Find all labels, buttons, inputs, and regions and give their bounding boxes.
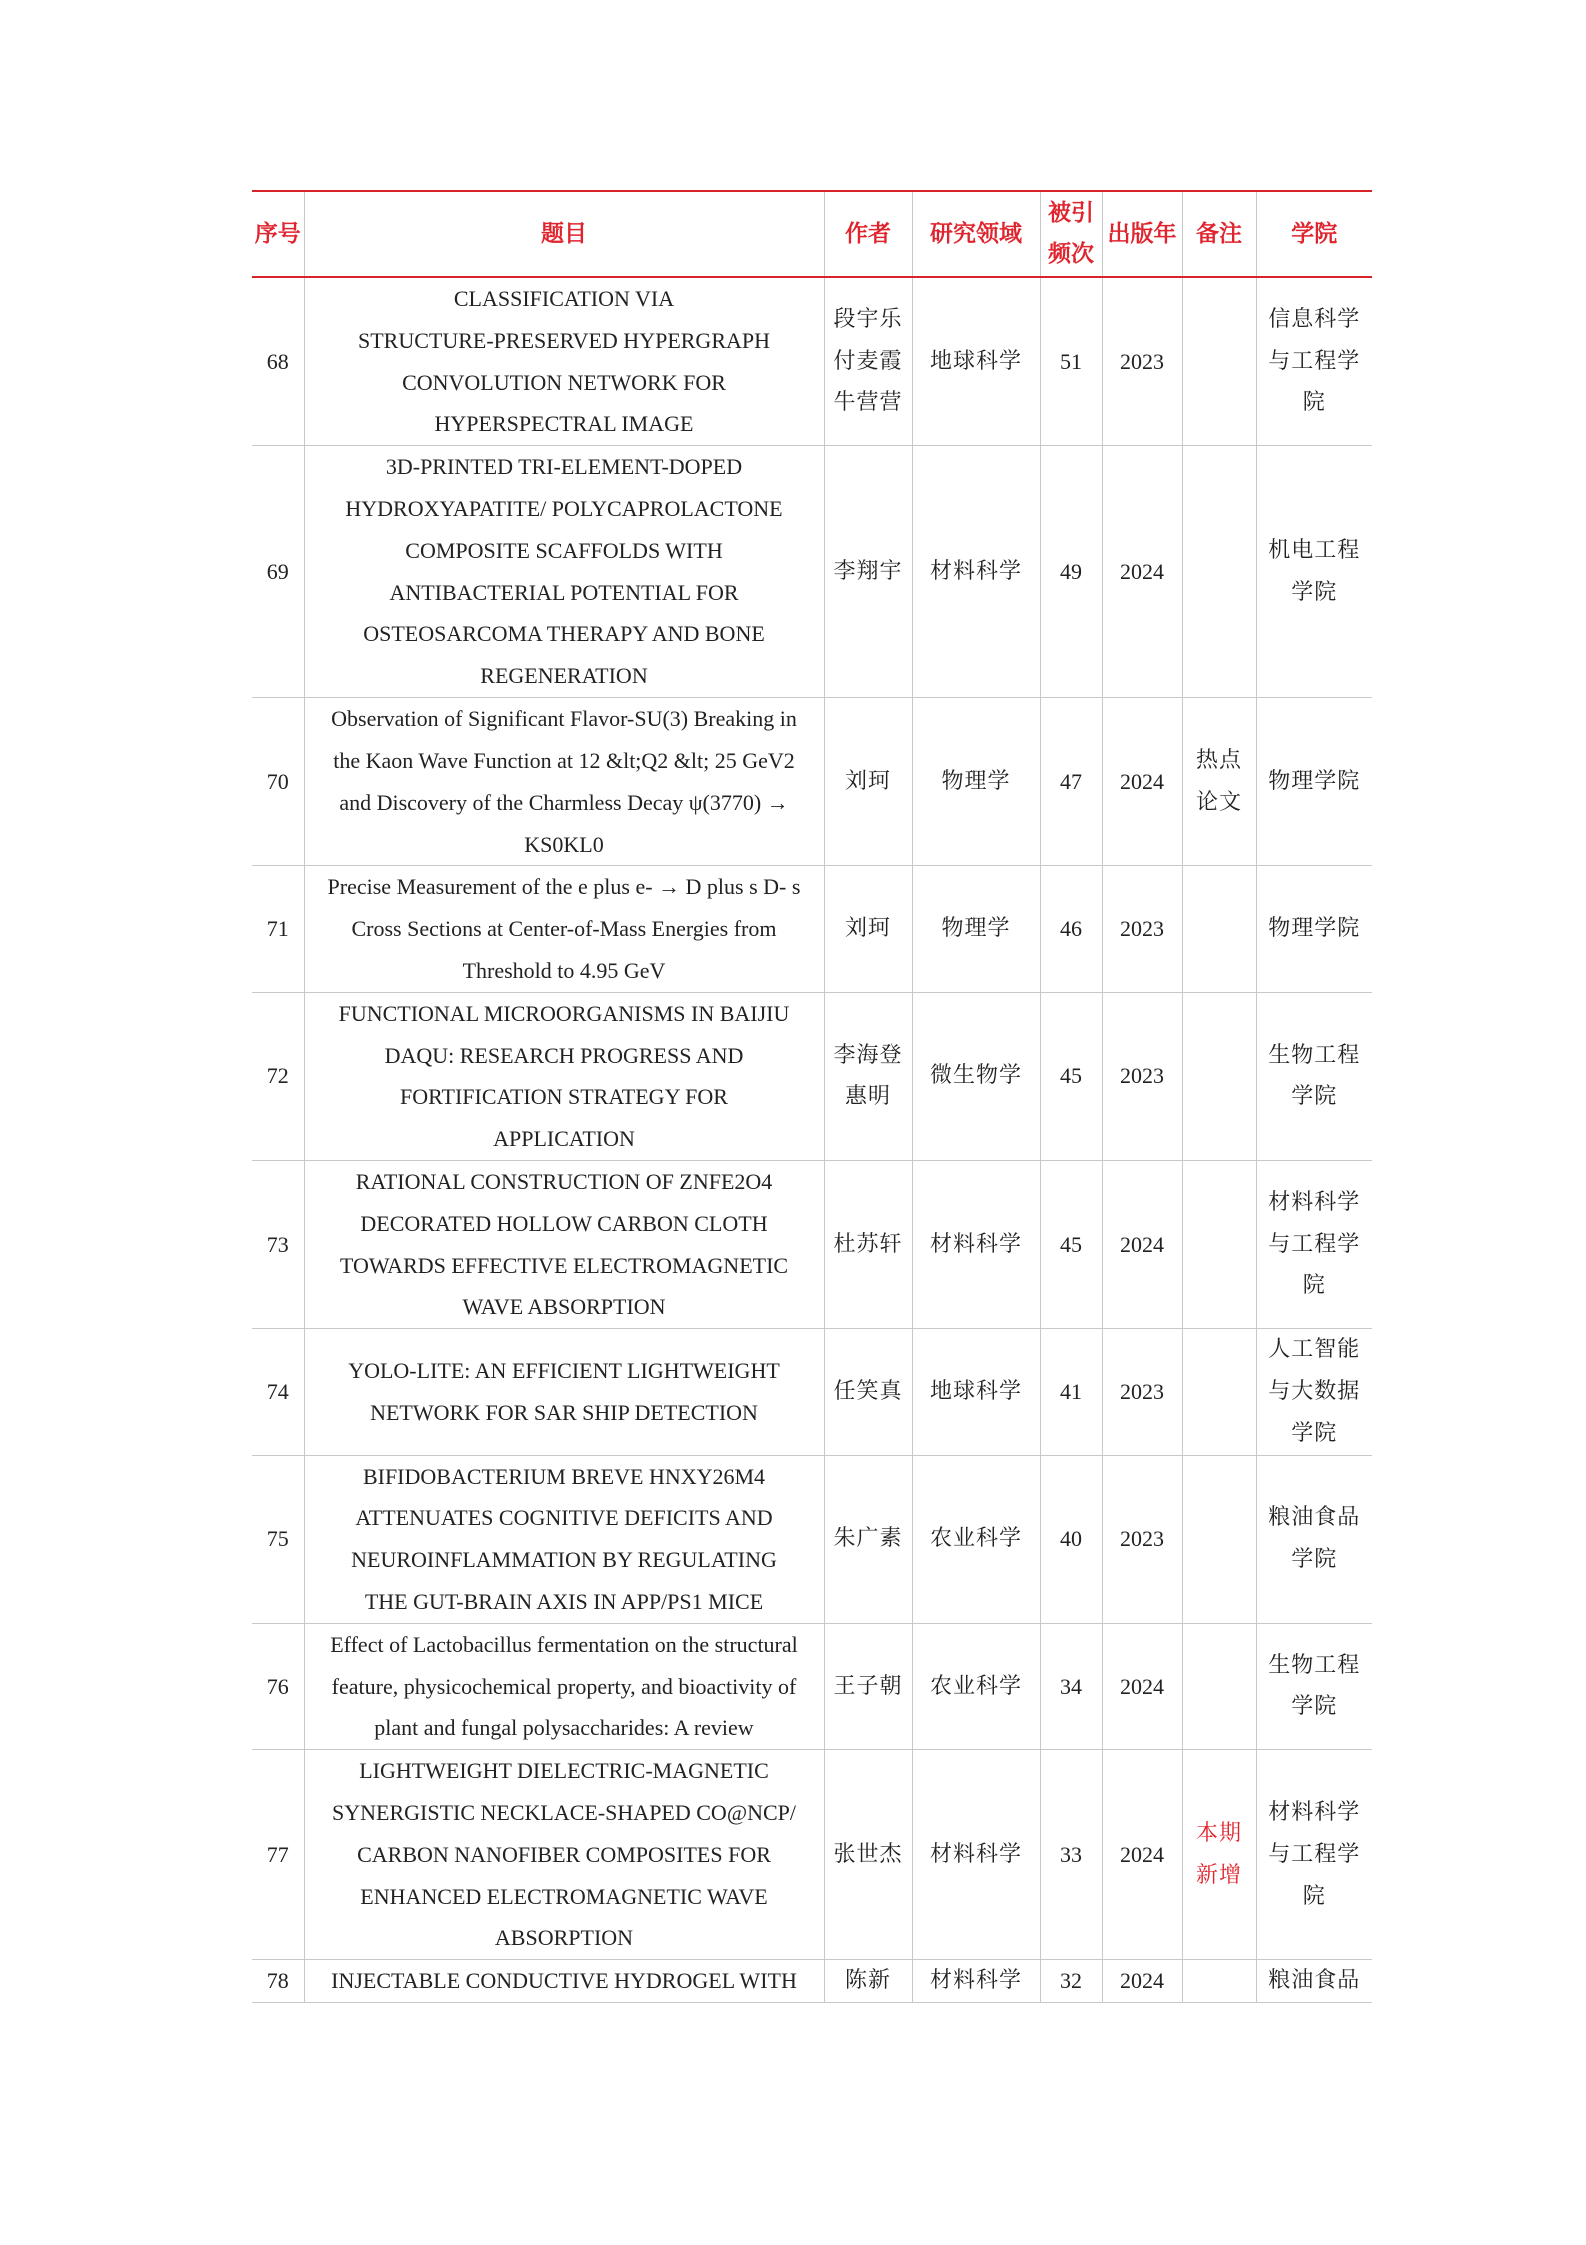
cell-author: 刘珂 [824,698,912,866]
cell-index: 74 [252,1329,304,1455]
cell-title: Precise Measurement of the e plus e- → D plus s D- s Cross Sections at Center-of-Mass Energies from Threshold to 4.95 GeV [304,866,824,992]
cell-college: 机电工程 学院 [1256,446,1372,698]
cell-field: 地球科学 [912,277,1040,446]
cell-title: INJECTABLE CONDUCTIVE HYDROGEL WITH [304,1960,824,2003]
cell-field: 物理学 [912,866,1040,992]
cell-index: 77 [252,1750,304,1960]
cell-field: 材料科学 [912,1750,1040,1960]
papers-table [252,190,1372,2003]
cell-field: 地球科学 [912,1329,1040,1455]
cell-note [1182,866,1256,992]
cell-citations: 41 [1040,1329,1102,1455]
table-row [252,1623,1372,1749]
header-year: 出版年 [1102,191,1182,277]
header-field: 研究领域 [912,191,1040,277]
cell-author: 张世杰 [824,1750,912,1960]
cell-author: 朱广素 [824,1455,912,1623]
cell-citations: 34 [1040,1623,1102,1749]
cell-citations: 51 [1040,277,1102,446]
cell-year: 2023 [1102,866,1182,992]
cell-college: 粮油食品 [1256,1960,1372,2003]
header-note: 备注 [1182,191,1256,277]
cell-index: 78 [252,1960,304,2003]
table-row [252,1160,1372,1328]
cell-citations: 49 [1040,446,1102,698]
table-row [252,1455,1372,1623]
cell-index: 72 [252,992,304,1160]
cell-note [1182,1329,1256,1455]
cell-year: 2024 [1102,1623,1182,1749]
table-row [252,1750,1372,1960]
cell-title: CLASSIFICATION VIA STRUCTURE-PRESERVED HYPERGRAPH CONVOLUTION NETWORK FOR HYPERSPECTRAL IMAGE [304,277,824,446]
cell-author: 刘珂 [824,866,912,992]
cell-citations: 46 [1040,866,1102,992]
cell-author: 李海登 惠明 [824,992,912,1160]
cell-citations: 40 [1040,1455,1102,1623]
header-row [252,191,1372,277]
cell-title: FUNCTIONAL MICROORGANISMS IN BAIJIU DAQU: RESEARCH PROGRESS AND FORTIFICATION STRATEGY FOR APPLICATION [304,992,824,1160]
cell-citations: 47 [1040,698,1102,866]
cell-index: 71 [252,866,304,992]
cell-note [1182,277,1256,446]
cell-title: BIFIDOBACTERIUM BREVE HNXY26M4 ATTENUATES COGNITIVE DEFICITS AND NEUROINFLAMMATION BY REGULATING THE GUT-BRAIN AXIS IN APP/PS1 MICE [304,1455,824,1623]
cell-note [1182,992,1256,1160]
cell-field: 材料科学 [912,1960,1040,2003]
cell-author: 杜苏轩 [824,1160,912,1328]
cell-note [1182,1623,1256,1749]
cell-college: 信息科学 与工程学 院 [1256,277,1372,446]
cell-college: 人工智能 与大数据 学院 [1256,1329,1372,1455]
cell-index: 69 [252,446,304,698]
table-row [252,446,1372,698]
table-row [252,277,1372,446]
cell-citations: 45 [1040,992,1102,1160]
cell-index: 75 [252,1455,304,1623]
cell-college: 物理学院 [1256,698,1372,866]
cell-author: 王子朝 [824,1623,912,1749]
cell-field: 微生物学 [912,992,1040,1160]
cell-title: Observation of Significant Flavor-SU(3) Breaking in the Kaon Wave Function at 12 &lt;Q2 &lt; 25 GeV2 and Discovery of the Charmless Decay ψ(3770) → KS0KL0 [304,698,824,866]
cell-index: 73 [252,1160,304,1328]
cell-author: 任笑真 [824,1329,912,1455]
cell-note [1182,446,1256,698]
cell-college: 物理学院 [1256,866,1372,992]
cell-field: 材料科学 [912,446,1040,698]
cell-college: 材料科学 与工程学 院 [1256,1160,1372,1328]
cell-citations: 45 [1040,1160,1102,1328]
table-row [252,1960,1372,2003]
cell-citations: 33 [1040,1750,1102,1960]
cell-field: 材料科学 [912,1160,1040,1328]
cell-year: 2024 [1102,446,1182,698]
header-college: 学院 [1256,191,1372,277]
table-body [252,277,1372,2002]
cell-title: YOLO-LITE: AN EFFICIENT LIGHTWEIGHT NETWORK FOR SAR SHIP DETECTION [304,1329,824,1455]
cell-year: 2024 [1102,1750,1182,1960]
cell-note [1182,1960,1256,2003]
cell-note: 热点 论文 [1182,698,1256,866]
cell-year: 2024 [1102,698,1182,866]
cell-year: 2023 [1102,1455,1182,1623]
table-row [252,1329,1372,1455]
cell-title: Effect of Lactobacillus fermentation on the structural feature, physicochemical property, and bioactivity of plant and fungal polysaccharides: A review [304,1623,824,1749]
cell-note [1182,1455,1256,1623]
cell-title: 3D-PRINTED TRI-ELEMENT-DOPED HYDROXYAPATITE/ POLYCAPROLACTONE COMPOSITE SCAFFOLDS WITH ANTIBACTERIAL POTENTIAL FOR OSTEOSARCOMA THERAPY AND BONE REGENERATION [304,446,824,698]
cell-year: 2023 [1102,992,1182,1160]
cell-author: 陈新 [824,1960,912,2003]
table-row [252,698,1372,866]
header-index: 序号 [252,191,304,277]
cell-year: 2023 [1102,1329,1182,1455]
cell-note [1182,1160,1256,1328]
cell-index: 68 [252,277,304,446]
cell-field: 物理学 [912,698,1040,866]
cell-author: 李翔宇 [824,446,912,698]
cell-author: 段宇乐 付麦霞 牛营营 [824,277,912,446]
cell-citations: 32 [1040,1960,1102,2003]
cell-index: 70 [252,698,304,866]
table-row [252,992,1372,1160]
cell-title: RATIONAL CONSTRUCTION OF ZNFE2O4 DECORATED HOLLOW CARBON CLOTH TOWARDS EFFECTIVE ELECTROMAGNETIC WAVE ABSORPTION [304,1160,824,1328]
cell-college: 材料科学 与工程学 院 [1256,1750,1372,1960]
header-author: 作者 [824,191,912,277]
cell-college: 生物工程 学院 [1256,1623,1372,1749]
cell-field: 农业科学 [912,1455,1040,1623]
header-title: 题目 [304,191,824,277]
cell-field: 农业科学 [912,1623,1040,1749]
cell-note: 本期 新增 [1182,1750,1256,1960]
cell-college: 粮油食品 学院 [1256,1455,1372,1623]
table-header [252,191,1372,277]
header-citations: 被引 频次 [1040,191,1102,277]
cell-index: 76 [252,1623,304,1749]
table-row [252,866,1372,992]
cell-year: 2023 [1102,277,1182,446]
cell-year: 2024 [1102,1160,1182,1328]
cell-title: LIGHTWEIGHT DIELECTRIC-MAGNETIC SYNERGISTIC NECKLACE-SHAPED CO@NCP/ CARBON NANOFIBER COMPOSITES FOR ENHANCED ELECTROMAGNETIC WAVE ABSORPTION [304,1750,824,1960]
cell-year: 2024 [1102,1960,1182,2003]
cell-college: 生物工程 学院 [1256,992,1372,1160]
